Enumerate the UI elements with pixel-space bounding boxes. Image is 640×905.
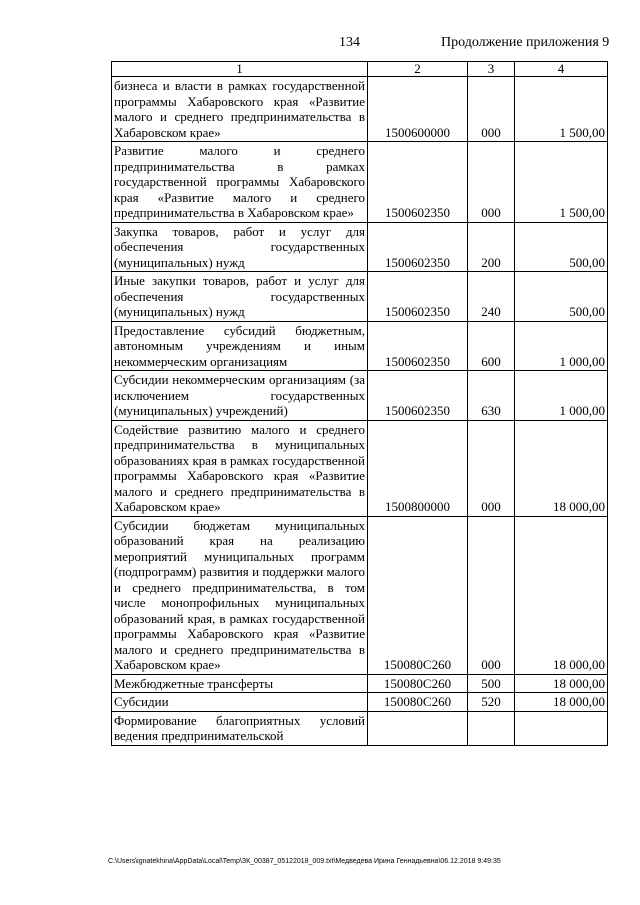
row-code: 1500602350 <box>368 321 468 371</box>
page-number: 134 <box>339 35 360 50</box>
table-row <box>112 674 608 693</box>
header-row <box>112 62 608 77</box>
row-amount: 18 000,00 <box>515 516 608 674</box>
budget-table <box>111 61 608 746</box>
file-path-footer: C:\Users\ignatekhina\AppData\Local\Temp\ЗК_00387_05122018_009.txt\Медведева Ирина Геннадьевна\06.12.2018 9:49:35 <box>108 858 501 865</box>
row-amount: 500,00 <box>515 222 608 272</box>
row-name: Иные закупки товаров, работ и услуг для обеспечения государственных (муниципальных) нужд <box>112 272 368 322</box>
row-code: 1500600000 <box>368 77 468 142</box>
column-header: 1 <box>112 62 368 77</box>
row-name: Субсидии некоммерческим организациям (за исключением государственных (муниципальных) учреждений) <box>112 371 368 421</box>
table-row <box>112 272 608 322</box>
row-type: 200 <box>468 222 515 272</box>
row-type: 240 <box>468 272 515 322</box>
continuation-label: Продолжение приложения 9 <box>441 35 610 50</box>
row-name: Закупка товаров, работ и услуг для обеспечения государственных (муниципальных) нужд <box>112 222 368 272</box>
column-header: 3 <box>468 62 515 77</box>
row-code: 1500800000 <box>368 420 468 516</box>
row-type: 000 <box>468 142 515 223</box>
row-name: Формирование благоприятных условий ведения предпринимательской <box>112 711 368 745</box>
table-row <box>112 321 608 371</box>
row-type: 000 <box>468 516 515 674</box>
row-type: 000 <box>468 77 515 142</box>
table-row <box>112 77 608 142</box>
row-code: 150080С260 <box>368 674 468 693</box>
column-header: 2 <box>368 62 468 77</box>
row-type <box>468 711 515 745</box>
row-type: 520 <box>468 693 515 712</box>
table-row <box>112 711 608 745</box>
row-name: Содействие развитию малого и среднего предпринимательства в муниципальных образованиях края в рамках государственной программы Хабаровского края «Развитие малого и среднего предпринимательства в Хабаровском крае» <box>112 420 368 516</box>
row-name: Субсидии <box>112 693 368 712</box>
row-amount: 1 000,00 <box>515 321 608 371</box>
row-name: бизнеса и власти в рамках государственной программы Хабаровского края «Развитие малого и среднего предпринимательства в Хабаровском крае» <box>112 77 368 142</box>
row-type: 600 <box>468 321 515 371</box>
table-row <box>112 693 608 712</box>
row-code: 1500602350 <box>368 142 468 223</box>
table-row <box>112 516 608 674</box>
column-header: 4 <box>515 62 608 77</box>
row-code: 150080С260 <box>368 516 468 674</box>
row-code <box>368 711 468 745</box>
table-row <box>112 420 608 516</box>
table-row <box>112 371 608 421</box>
row-code: 150080С260 <box>368 693 468 712</box>
row-code: 1500602350 <box>368 222 468 272</box>
row-amount: 1 500,00 <box>515 142 608 223</box>
table-row <box>112 222 608 272</box>
row-type: 630 <box>468 371 515 421</box>
table-row <box>112 142 608 223</box>
row-name: Субсидии бюджетам муниципальных образований края на реализацию мероприятий муниципальных программ (подпрограмм) развития и поддержки малого и среднего предпринимательства, в том числе монопрофильных муниципальных образований края, в рамках государственной программы Хабаровского края «Развитие малого и среднего предпринимательства в Хабаровском крае» <box>112 516 368 674</box>
row-amount: 1 000,00 <box>515 371 608 421</box>
row-name: Межбюджетные трансферты <box>112 674 368 693</box>
row-code: 1500602350 <box>368 272 468 322</box>
row-type: 000 <box>468 420 515 516</box>
row-type: 500 <box>468 674 515 693</box>
row-amount: 500,00 <box>515 272 608 322</box>
row-amount: 18 000,00 <box>515 693 608 712</box>
row-amount: 1 500,00 <box>515 77 608 142</box>
row-amount: 18 000,00 <box>515 674 608 693</box>
row-amount: 18 000,00 <box>515 420 608 516</box>
row-name: Предоставление субсидий бюджетным, автономным учреждениям и иным некоммерческим организациям <box>112 321 368 371</box>
row-code: 1500602350 <box>368 371 468 421</box>
row-name: Развитие малого и среднего предпринимательства в рамках государственной программы Хабаровского края «Развитие малого и среднего предпринимательства в Хабаровском крае» <box>112 142 368 223</box>
row-amount <box>515 711 608 745</box>
